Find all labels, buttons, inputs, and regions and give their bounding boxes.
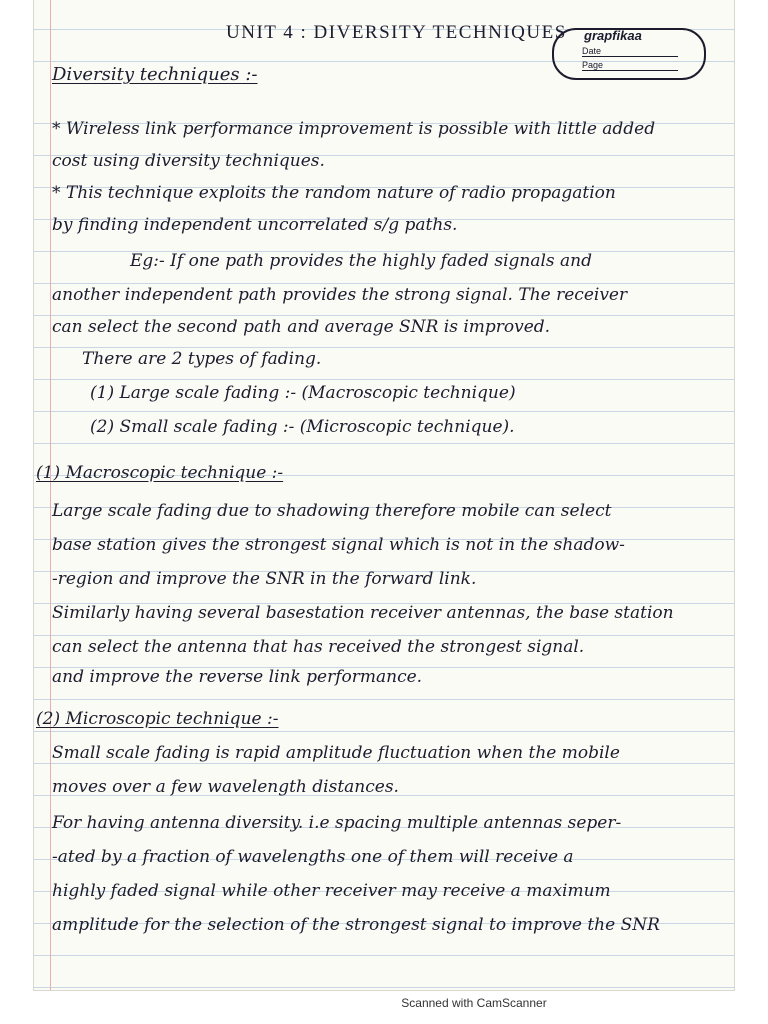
text-line: by finding independent uncorrelated s/g paths. [52,215,458,235]
text-line: Similarly having several basestation receiver antennas, the base station [52,603,674,623]
text-line: There are 2 types of fading. [82,349,322,369]
text-line: can select the antenna that has received the strongest signal. [52,637,585,657]
text-line: * Wireless link performance improvement is possible with little added [52,119,656,139]
margin-line [50,0,51,990]
text-line: -region and improve the SNR in the forward link. [52,569,477,589]
text-line: cost using diversity techniques. [52,151,325,171]
notebook-page [34,0,734,990]
text-line: base station gives the strongest signal which is not in the shadow- [52,535,625,555]
text-line: another independent path provides the strong signal. The receiver [52,285,628,305]
date-field-label: Date [582,46,678,57]
macro-heading: (1) Macroscopic technique :- [36,463,284,483]
text-line: can select the second path and average SNR is improved. [52,317,551,337]
brand-name: grapfikaa [584,28,642,43]
text-line: Small scale fading is rapid amplitude fluctuation when the mobile [52,743,620,763]
text-line: moves over a few wavelength distances. [52,777,399,797]
micro-heading: (2) Microscopic technique :- [36,709,279,729]
text-line: -ated by a fraction of wavelengths one of them will receive a [52,847,574,867]
scanner-watermark: Scanned with CamScanner [401,996,547,1010]
text-line: highly faded signal while other receiver may receive a maximum [52,881,611,901]
text-line: (1) Large scale fading :- (Macroscopic technique) [90,383,516,403]
text-line: Eg:- If one path provides the highly faded signals and [130,251,593,271]
text-line: For having antenna diversity. i.e spacing multiple antennas seper- [52,813,622,833]
text-line: (2) Small scale fading :- (Microscopic technique). [90,417,515,437]
text-line: amplitude for the selection of the strongest signal to improve the SNR [52,915,660,935]
text-line: * This technique exploits the random nature of radio propagation [52,183,616,203]
section-heading: Diversity techniques :- [52,64,258,85]
text-line: and improve the reverse link performance. [52,667,423,687]
text-line: Large scale fading due to shadowing therefore mobile can select [52,501,612,521]
page-field-label: Page [582,60,678,71]
page-title: UNIT 4 : DIVERSITY TECHNIQUES [226,22,567,43]
